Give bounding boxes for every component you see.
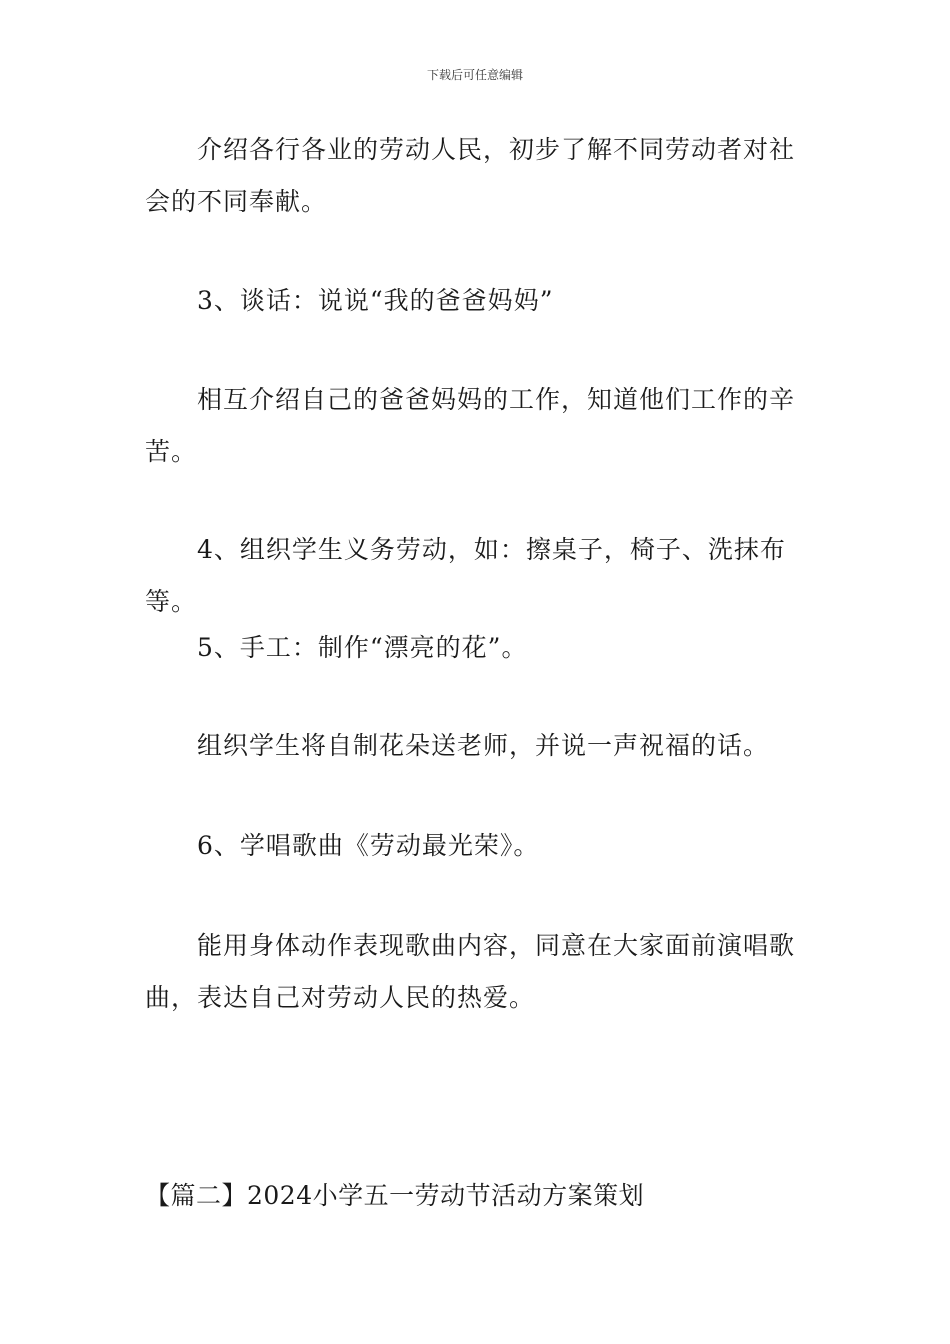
page-header-note: 下载后可任意编辑 bbox=[426, 68, 523, 82]
paragraph-parents-work: 相互介绍自己的爸爸妈妈的工作，知道他们工作的辛苦。 bbox=[145, 385, 796, 466]
section-heading: 【篇二】2024小学五一劳动节活动方案策划 bbox=[145, 1181, 645, 1210]
paragraph-step-6-song: 6、学唱歌曲《劳动最光荣》。 bbox=[197, 831, 540, 860]
paragraph-step-3-talk: 3、谈话：说说“我的爸爸妈妈” bbox=[197, 286, 554, 315]
paragraph-step-4-labor: 4、组织学生义务劳动，如：擦桌子，椅子、洗抹布等。 bbox=[145, 535, 786, 616]
paragraph-sing-performance: 能用身体动作表现歌曲内容，同意在大家面前演唱歌曲，表达自己对劳动人民的热爱。 bbox=[145, 931, 796, 1012]
paragraph-introduce-workers: 介绍各行各业的劳动人民，初步了解不同劳动者对社会的不同奉献。 bbox=[145, 135, 796, 216]
paragraph-flowers-to-teacher: 组织学生将自制花朵送老师，并说一声祝福的话。 bbox=[197, 731, 770, 760]
paragraph-step-5-craft: 5、手工：制作“漂亮的花”。 bbox=[197, 633, 528, 662]
